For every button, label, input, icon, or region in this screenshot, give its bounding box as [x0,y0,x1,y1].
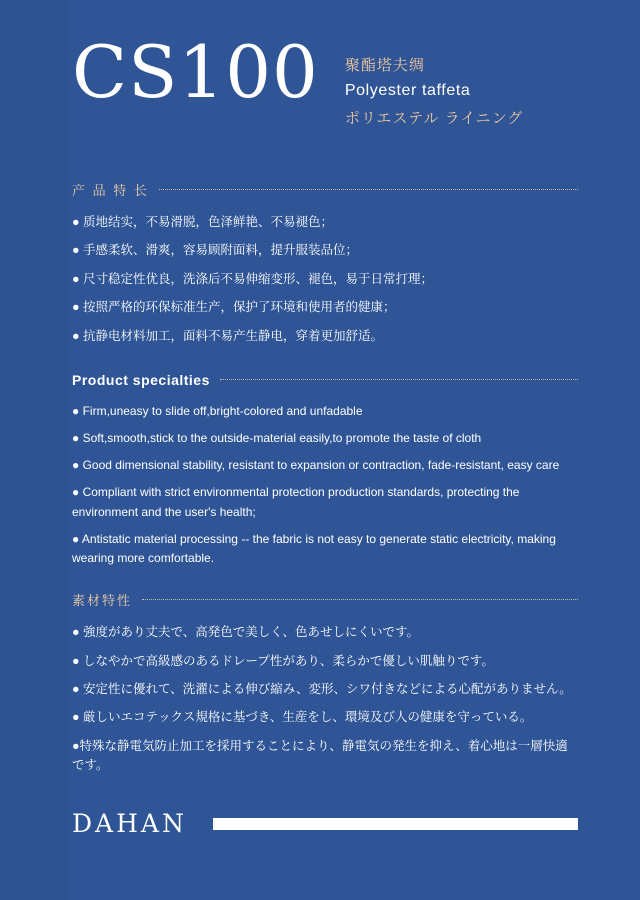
list-item: ● 按照严格的环保标准生产，保护了环境和使用者的健康； [72,300,396,315]
list-item: ● Soft,smooth,stick to the outside-material easily,to promote the taste of cloth [72,431,482,446]
list-item: ● Compliant with strict environmental protection production standards, protecting the environment and the user's health; [72,485,520,519]
title-chinese: 聚酯塔夫绸 [344,57,425,74]
section-title: 素材特性 [72,593,133,609]
brand-logo: DAHAN [72,809,187,838]
footer [72,809,578,838]
section-product-features-cn [0,180,640,346]
list-item: ● 厳しいエコテックス規格に基づき、生産をし、環境及び人の健康を守っている。 [72,710,533,725]
header-titles [345,38,523,128]
section-header [72,180,578,199]
list-item: ● しなやかで高級感のあるドレープ性があり、柔らかで優しい肌触りです。 [72,653,494,668]
list-item: ● Antistatic material processing -- the fabric is not easy to generate static electricity, making wearing more comfortable. [72,531,556,565]
list-item: ● 抗静电材料加工，面料不易产生静电，穿着更加舒适。 [72,328,384,343]
section-title: Product specialties [72,371,210,388]
dotted-divider [142,599,578,601]
feature-list-cn [72,213,578,346]
footer-bar [213,818,578,830]
section-product-specialties-en [0,372,640,568]
product-code: CS100 [72,30,319,114]
dotted-divider [220,379,578,381]
dotted-divider [159,189,578,191]
list-item: ●特殊な静電気防止加工を採用することにより、静電気の発生を抑え、着心地は一層快適です。 [72,738,568,773]
list-item: ● Good dimensional stability, resistant to expansion or contraction, fade-resistant, easy care [72,458,560,473]
list-item: ● 尺寸稳定性优良，洗涤后不易伸缩变形、褪色，易于日常打理； [72,271,434,286]
list-item: ● 手感柔软、滑爽，容易顾附面料，提升服装品位； [72,243,359,258]
section-header [72,372,578,388]
title-japanese: ポリエステル ライニング [344,110,524,127]
section-header [72,590,578,609]
list-item: ● Firm,uneasy to slide off,bright-colored and unfadable [72,403,363,418]
feature-list-jp [72,623,578,775]
header [0,0,640,128]
section-material-features-jp [0,590,640,775]
feature-list-en [72,402,578,568]
section-title: 产 品 特 长 [72,183,149,198]
list-item: ● 安定性に優れて、洗濯による伸び縮み、変形、シワ付きなどによる心配がありません。 [72,681,572,696]
list-item: ● 质地结实，不易滑脱，色泽鲜艳、不易褪色； [72,215,334,229]
title-english: Polyester taffeta [344,82,471,99]
list-item: ● 強度があり丈夫で、高発色で美しく、色あせしにくいです。 [72,625,420,640]
